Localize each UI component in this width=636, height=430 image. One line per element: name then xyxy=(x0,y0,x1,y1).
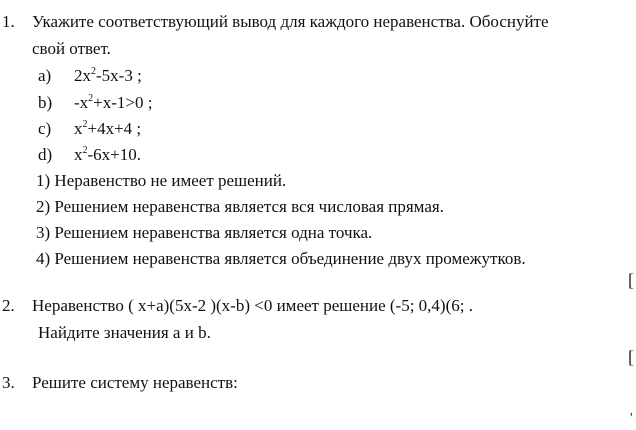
task2-text-line2: Найдите значения а и b. xyxy=(38,323,211,342)
conclusion-3: 3) Решением неравенства является одна точка. xyxy=(36,223,373,242)
option-b xyxy=(38,94,152,111)
option-expression: $x^2+4x+4$ ; xyxy=(74,119,142,138)
task3-number: 3. xyxy=(2,373,15,392)
option-letter: a) xyxy=(38,66,52,85)
option-letter: c) xyxy=(38,119,52,138)
option-d xyxy=(38,146,141,163)
margin-mark-3: ' xyxy=(630,411,633,426)
task1-line1 xyxy=(2,13,549,30)
conclusion-1: 1) Неравенство не имеет решений. xyxy=(36,171,287,190)
task1-text-line1: Укажите соответствующий вывод для каждого неравенства. Обоснуйте xyxy=(32,12,549,31)
option-a xyxy=(38,67,142,84)
task2-line1 xyxy=(2,297,473,314)
task1-text-line2: свой ответ. xyxy=(32,39,111,58)
option-expression: $-x^2+x-1>0$ ; xyxy=(74,93,153,112)
task3-line xyxy=(2,374,238,391)
margin-bracket-2: [ xyxy=(628,347,634,367)
option-letter: b) xyxy=(38,93,53,112)
task2-text-line1: Неравенство ( x+a)(5x-2 )(x-b) <0 имеет решение (-5; 0,4)(6; . xyxy=(32,296,473,315)
margin-bracket-1: [ xyxy=(628,270,634,290)
conclusion-2: 2) Решением неравенства является вся числовая прямая. xyxy=(36,197,444,216)
conclusion-4: 4) Решением неравенства является объединение двух промежутков. xyxy=(36,249,526,268)
option-expression: $2x^2-5x-3$ ; xyxy=(74,66,142,85)
task3-text: Решите систему неравенств: xyxy=(32,373,238,392)
task2-number: 2. xyxy=(2,296,15,315)
option-expression: $x^2-6x+10$. xyxy=(74,145,141,164)
option-c xyxy=(38,120,141,137)
task1-number: 1. xyxy=(2,12,15,31)
option-letter: d) xyxy=(38,145,53,164)
